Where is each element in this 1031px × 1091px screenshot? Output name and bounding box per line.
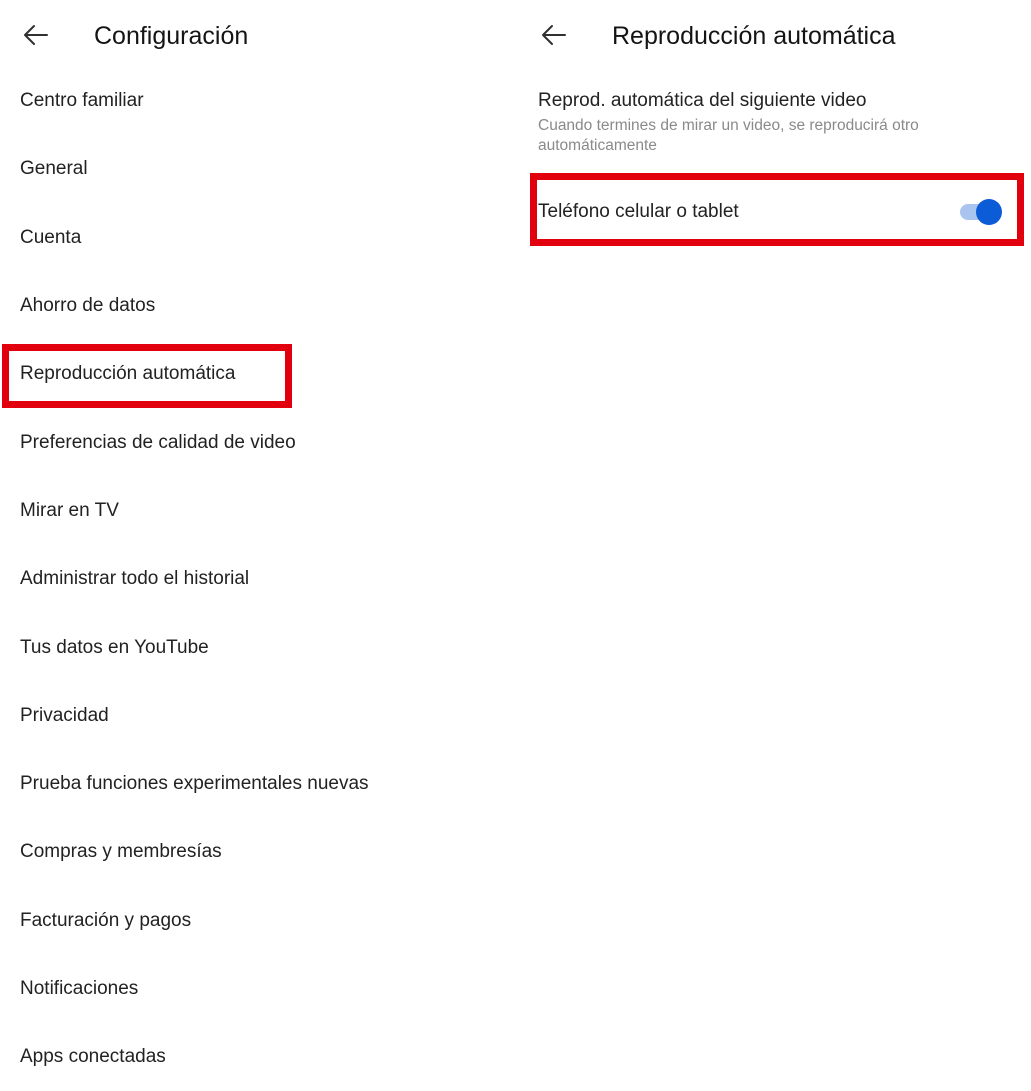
settings-item-administrar-historial[interactable]: Administrar todo el historial: [20, 568, 250, 590]
settings-list: [0, 67, 515, 1091]
settings-item-general[interactable]: General: [20, 158, 88, 180]
settings-item-centro-familiar[interactable]: Centro familiar: [20, 90, 144, 112]
toggle-row-phone-tablet[interactable]: [538, 190, 1008, 234]
settings-item-calidad-de-video[interactable]: Preferencias de calidad de video: [20, 431, 296, 453]
section-heading: Reprod. automática del siguiente video: [538, 90, 867, 111]
settings-item-funciones-experimentales[interactable]: Prueba funciones experimentales nuevas: [20, 773, 369, 795]
toggle-label: Teléfono celular o tablet: [538, 201, 739, 222]
settings-item-reproduccion-automatica[interactable]: Reproducción automática: [20, 363, 236, 385]
autoplay-toggle[interactable]: [960, 198, 1004, 226]
section-description: Cuando termines de mirar un video, se reproducirá otro automáticamente: [538, 117, 919, 154]
back-arrow-icon[interactable]: [20, 19, 52, 51]
page-title: Reproducción automática: [612, 22, 896, 50]
settings-item-ahorro-de-datos[interactable]: Ahorro de datos: [20, 295, 156, 317]
settings-item-compras-y-membresias[interactable]: Compras y membresías: [20, 841, 222, 863]
toggle-thumb: [976, 199, 1002, 225]
settings-item-privacidad[interactable]: Privacidad: [20, 704, 109, 726]
autoplay-panel: [516, 0, 1031, 1080]
settings-item-tus-datos[interactable]: Tus datos en YouTube: [20, 636, 209, 658]
settings-item-notificaciones[interactable]: Notificaciones: [20, 978, 139, 999]
settings-panel: [0, 0, 515, 1080]
page-title: Configuración: [94, 22, 249, 50]
autoplay-section: [538, 88, 1008, 156]
settings-item-facturacion-y-pagos[interactable]: Facturación y pagos: [20, 909, 192, 931]
settings-item-mirar-en-tv[interactable]: Mirar en TV: [20, 499, 119, 521]
settings-item-apps-conectadas[interactable]: Apps conectadas: [20, 1046, 166, 1068]
back-arrow-icon[interactable]: [538, 19, 570, 51]
settings-item-cuenta[interactable]: Cuenta: [20, 226, 82, 248]
